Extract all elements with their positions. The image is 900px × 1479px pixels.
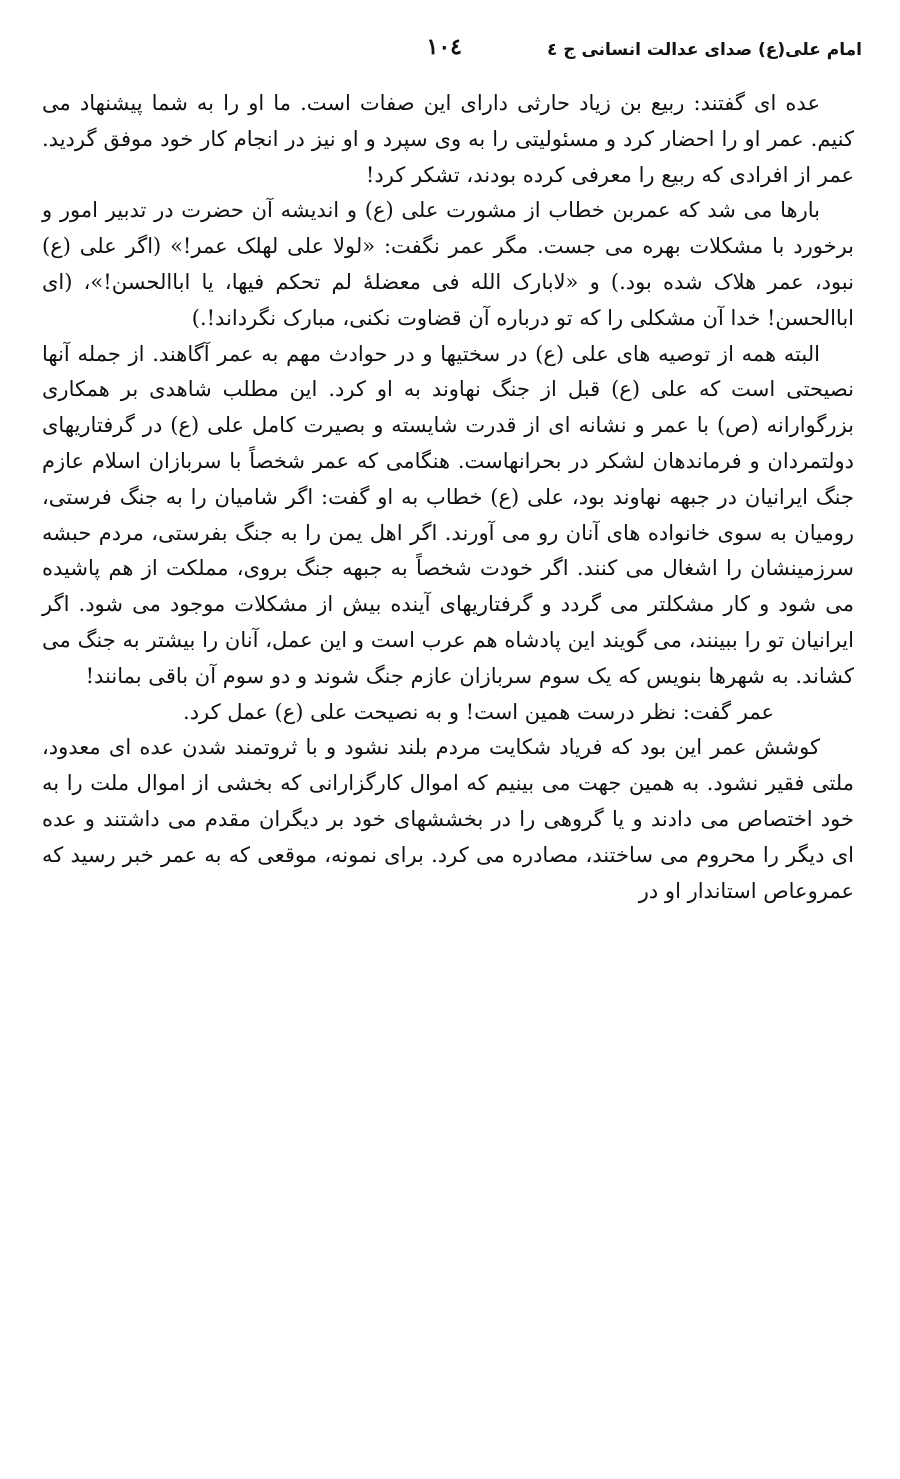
paragraph-2: بارها می شد که عمربن خطاب از مشورت علی (ع) و اندیشه آن حضرت در تدبیر امور و برخورد با مشکلات بهره می جست. مگر عمر نگفت: «لولا علی لهلک عمر!» (اگر علی (ع) نبود، عمر هلاک شده بود.) و «لابارک الله فی معضلهٔ لم تحکم فیها، یا اباالحسن!»، (ای اباالحسن! خدا آن مشکلی را که تو درباره آن قضاوت نکنی، مبارک نگرداند!.): [42, 198, 854, 330]
running-title: امام علی(ع) صدای عدالت انسانی ج ٤: [546, 40, 862, 60]
body-text: [42, 86, 854, 909]
paragraph-4: عمر گفت: نظر درست همین است! و به نصیحت علی (ع) عمل کرد.: [183, 699, 774, 724]
page-header: [40, 34, 862, 68]
page-number: ١٠٤: [426, 34, 462, 60]
paragraph-1: عده ای گفتند: ربیع بن زیاد حارثی دارای این صفات است. ما او را به شما پیشنهاد می کنیم. عمر او را احضار کرد و مسئولیتی را به وی سپرد و او نیز در انجام کار خود موفق گردید. عمر از افرادی که ربیع را معرفی کرده بودند، تشکر کرد!: [42, 91, 854, 187]
paragraph-5: کوشش عمر این بود که فریاد شکایت مردم بلند نشود و با ثروتمند شدن عده ای معدود، ملتی فقیر نشود. به همین جهت می بینیم که اموال کارگزارانی که بخشی از اموال ملت را به خود اختصاص می دادند و یا گروهی را در بخششهای خود بر دیگران مقدم می داشتند و عده ای دیگر را محروم می ساختند، مصادره می کرد. برای نمونه، موقعی که به عمر خبر رسید که عمروعاص استاندار او در: [42, 735, 854, 903]
paragraph-3: البته همه از توصیه های علی (ع) در سختیها و در حوادث مهم به عمر آگاهند. از جمله آنها نصیحتی است که علی (ع) قبل از جنگ نهاوند به او کرد. این مطلب شاهدی بر همکاری بزرگوارانه (ص) با عمر و نشانه ای از قدرت شایسته و بصیرت کامل علی (ع) در گرفتاریهای دولتمردان و فرماندهان لشکر در بحرانهاست. هنگامی که عمر شخصاً با سربازان اسلام عازم جنگ ایرانیان در جبهه نهاوند بود، علی (ع) خطاب به او گفت: اگر شامیان را به جنگ فرستی، رومیان به سوی خانواده های آنان رو می آورند. اگر اهل یمن را به جنگ بفرستی، مردم حبشه سرزمینشان را اشغال می کنند. اگر خودت شخصاً به جبهه جنگ بروی، مملکت از هم پاشیده می شود و کار مشکلتر می گردد و گرفتاریهای آینده بیش از مشکلات موجود می شود. اگر ایرانیان تو را ببینند، می گویند این پادشاه هم عرب است و این عمل، آنان را بیشتر به جنگ می کشاند. به شهرها بنویس که یک سوم سربازان عازم جنگ شوند و دو سوم آن باقی بمانند!: [42, 341, 854, 688]
